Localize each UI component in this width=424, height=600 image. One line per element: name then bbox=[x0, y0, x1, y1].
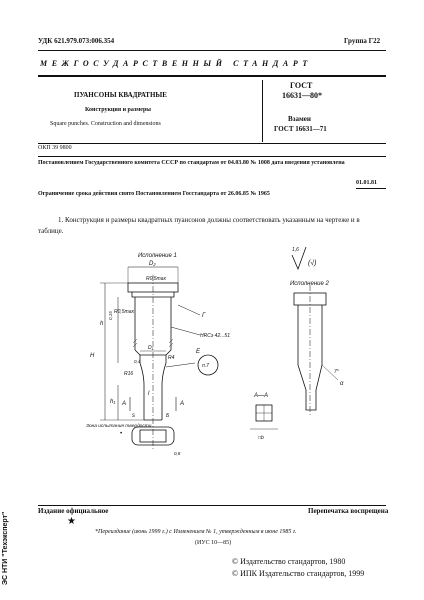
body-paragraph: 1. Конструкция и размеры квадратных пуансонов должны соответствовать указанным на чертеже и в таблице. bbox=[38, 216, 360, 235]
svg-text:Г: Г bbox=[202, 313, 206, 319]
title-rule bbox=[38, 143, 386, 144]
gost-number: 16631—80* bbox=[282, 91, 322, 100]
reprint-note: *Переиздание (июнь 1999 г.) с Изменением № 1, утвержденным в июне 1985 г. bbox=[95, 529, 297, 535]
version1-label: Исполнение 1 bbox=[138, 253, 177, 259]
gost-label: ГОСТ bbox=[290, 81, 313, 90]
svg-text:0,8: 0,8 bbox=[174, 451, 181, 456]
svg-text:s: s bbox=[132, 413, 135, 419]
svg-text:h₁: h₁ bbox=[110, 399, 116, 405]
svg-text:п.7: п.7 bbox=[202, 363, 209, 369]
taper-left bbox=[140, 363, 144, 420]
svg-text:1,6: 1,6 bbox=[292, 247, 299, 253]
svg-text:А: А bbox=[180, 401, 185, 407]
decree-text: Постановлением Государственного комитета СССР по стандартам от 04.03.80 № 1008 дата введения установлена bbox=[38, 160, 345, 166]
replaces-number: ГОСТ 16631—71 bbox=[274, 125, 327, 133]
svg-text:α: α bbox=[340, 381, 344, 387]
svg-text:l: l bbox=[148, 391, 150, 397]
svg-text:0,4: 0,4 bbox=[134, 359, 141, 364]
effective-date: 01.01.81 bbox=[356, 180, 377, 186]
svg-text:•: • bbox=[120, 431, 123, 437]
subtitle-ru: Конструкция и размеры bbox=[85, 107, 151, 113]
svg-text:А—А: А—А bbox=[254, 393, 269, 399]
svg-text:R0,5max: R0,5max bbox=[146, 276, 167, 282]
okp-code: ОКП 39 9800 bbox=[38, 145, 72, 151]
replaces-label: Взамен bbox=[288, 115, 311, 123]
svg-text:0,15: 0,15 bbox=[108, 311, 113, 320]
copyright-1999: © ИПК Издательство стандартов, 1999 bbox=[232, 569, 365, 578]
svg-text:R4: R4 bbox=[168, 355, 175, 361]
sidebar-watermark: ЭС НТИ "Техэксперт" bbox=[2, 511, 9, 585]
limitation-text: Ограничение срока действия снято Постановлением Госстандарта от 26.06.85 № 1965 bbox=[38, 191, 270, 197]
ius-ref: (ИУС 10—85) bbox=[195, 540, 232, 546]
svg-text:HRCэ 42...51: HRCэ 42...51 bbox=[200, 333, 230, 339]
svg-text:Зона испытания твердости: Зона испытания твердости bbox=[86, 424, 152, 429]
okp-rule bbox=[38, 156, 386, 157]
version2-label: Исполнение 2 bbox=[290, 281, 329, 287]
svg-text:А: А bbox=[122, 401, 127, 407]
svg-text:D₁: D₁ bbox=[148, 345, 154, 351]
svg-text:H: H bbox=[90, 353, 95, 359]
reprint-notice: Перепечатка воспрещена bbox=[308, 507, 389, 515]
title-ru: ПУАНСОНЫ КВАДРАТНЫЕ bbox=[74, 91, 167, 99]
svg-text:□b: □b bbox=[258, 435, 264, 441]
footer-rule bbox=[38, 505, 386, 506]
svg-text:Е: Е bbox=[196, 349, 201, 355]
banner-rule bbox=[38, 75, 386, 77]
svg-text:(√): (√) bbox=[308, 260, 317, 267]
svg-text:D₂: D₂ bbox=[149, 261, 156, 267]
edition-official: Издание официальное bbox=[38, 507, 109, 515]
banner-title: МЕЖГОСУДАРСТВЕННЫЙ СТАНДАРТ bbox=[40, 59, 312, 68]
copyright-1980: © Издательство стандартов, 1980 bbox=[232, 557, 346, 566]
date-underline bbox=[356, 188, 386, 189]
star-icon: ★ bbox=[67, 516, 76, 527]
title-divider bbox=[262, 80, 263, 142]
svg-text:Б: Б bbox=[166, 413, 170, 419]
svg-text:R16: R16 bbox=[124, 371, 134, 377]
udk-code: УДК 621.979.073:006.354 bbox=[38, 37, 115, 45]
svg-text:R0,5max: R0,5max bbox=[114, 309, 135, 315]
group-code: Группа Г22 bbox=[344, 37, 381, 45]
svg-text:h: h bbox=[100, 321, 104, 327]
title-en: Square punches. Construction and dimensions bbox=[50, 121, 161, 127]
taper-right bbox=[162, 363, 166, 420]
header-rule bbox=[38, 50, 386, 51]
punch-drawing bbox=[60, 245, 380, 460]
svg-text:7°: 7° bbox=[334, 369, 339, 375]
